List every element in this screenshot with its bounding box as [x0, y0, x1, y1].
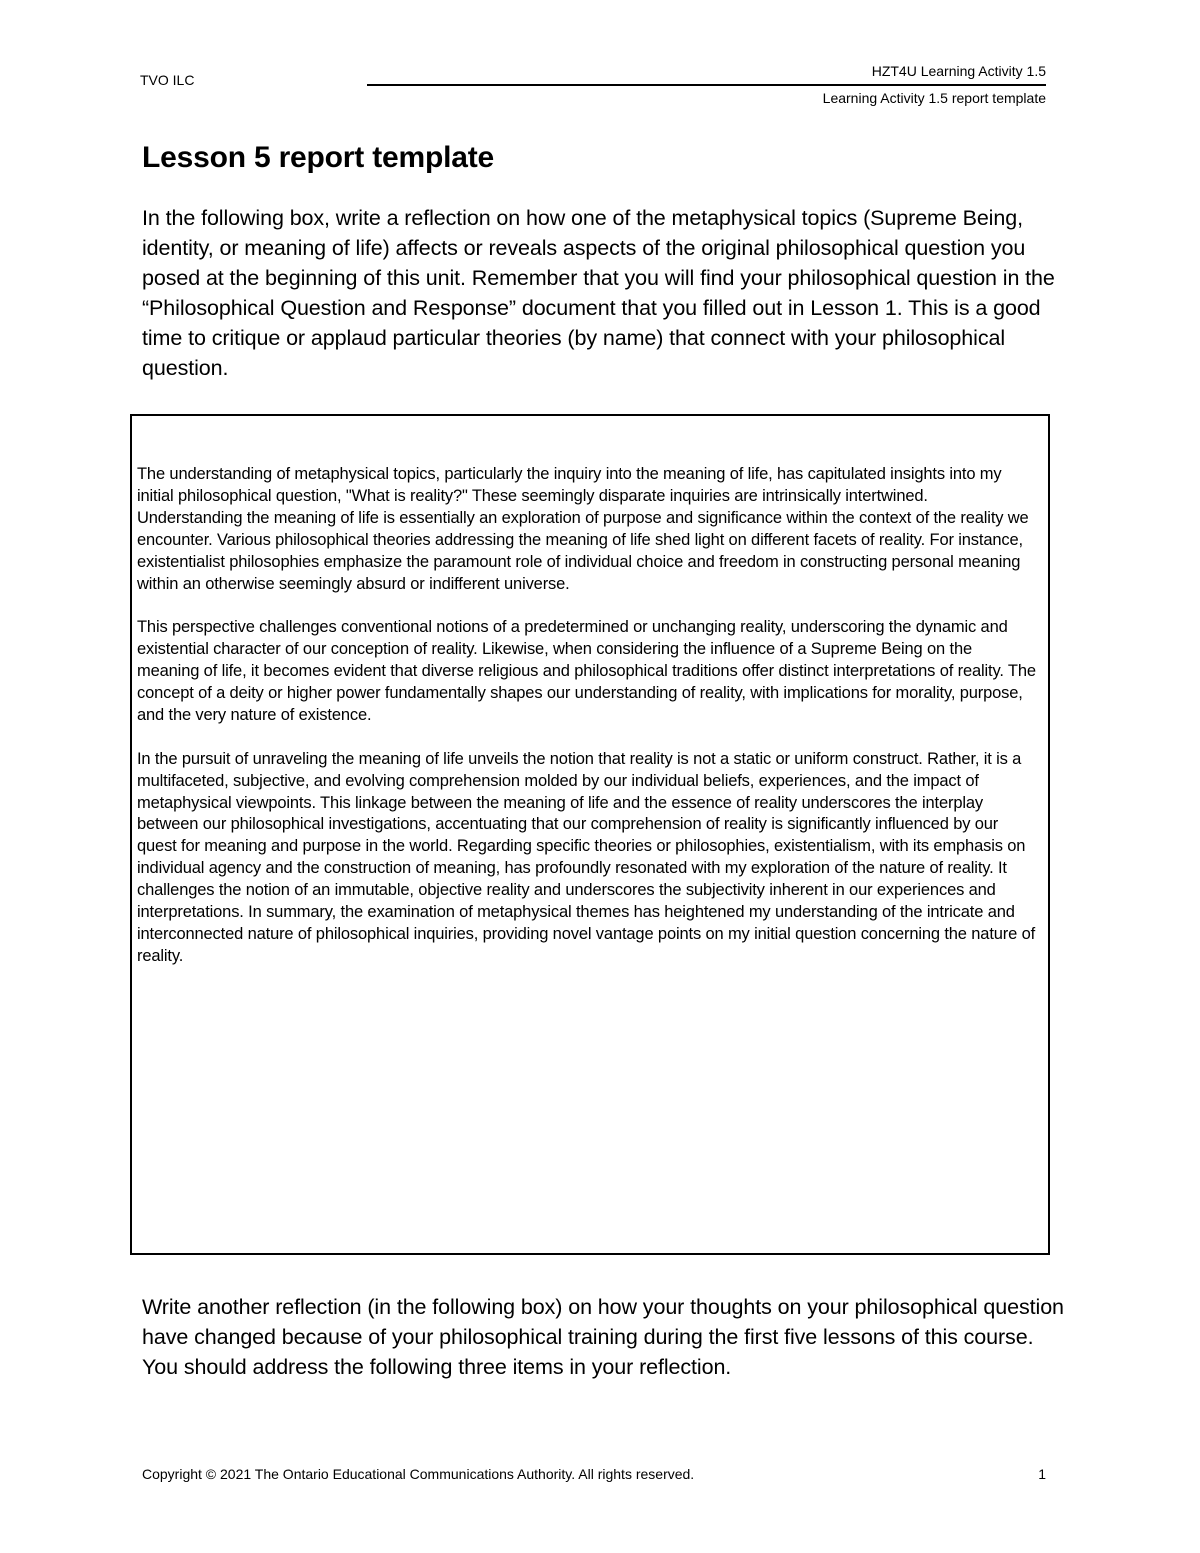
header-rule: [367, 84, 1046, 86]
instructions-paragraph-1: In the following box, write a reflection on how one of the metaphysical topics (Supreme Being, identity, or meaning of life) affects or reveals aspects of the original philosophical question you posed at the beginning of this unit. Remember that you will find your philosophical question in the “Philosophical Question and Response” document that you filled out in Lesson 1. This is a good time to critique or applaud particular theories (by name) that connect with your philosophical question.: [142, 206, 1055, 380]
response-box[interactable]: [130, 414, 1050, 1255]
page-title: Lesson 5 report template: [142, 141, 494, 174]
header-org: TVO ILC: [140, 72, 195, 88]
footer-page-number: 1: [1038, 1466, 1046, 1482]
response-text: [137, 464, 1037, 990]
header-subtitle: Learning Activity 1.5 report template: [822, 90, 1046, 106]
response-paragraph-3: In the pursuit of unraveling the meaning of life unveils the notion that reality is not a static or uniform construct. Rather, it is a multifaceted, subjective, and evolving comprehension molded by our individual beliefs, experiences, and the impact of metaphysical viewpoints. This linkage between the meaning of life and the essence of reality underscores the interplay between our philosophical investigations, accentuating that our comprehension of reality is significantly influenced by our quest for meaning and purpose in the world. Regarding specific theories or philosophies, existentialism, with its emphasis on individual agency and the construction of meaning, has profoundly resonated with my exploration of the nature of reality. It challenges the notion of an immutable, objective reality and underscores the subjectivity inherent in our experiences and interpretations. In summary, the examination of metaphysical themes has heightened my understanding of the intricate and interconnected nature of philosophical inquiries, providing novel vantage points on my initial question concerning the nature of reality.: [137, 749, 1036, 965]
instructions-paragraph-2: Write another reflection (in the following box) on how your thoughts on your philosophical question have changed because of your philosophical training during the first five lessons of this course. You should address the following three items in your reflection.: [142, 1295, 1064, 1379]
response-paragraph-1: The understanding of metaphysical topics, particularly the inquiry into the meaning of life, has capitulated insights into my initial philosophical question, "What is reality?" These seemingly disparate inquiries are intrinsically intertwined. Understanding the meaning of life is essentially an exploration of purpose and significance within the context of the reality we encounter. Various philosophical theories addressing the meaning of life shed light on different facets of reality. For instance, existentialist philosophies emphasize the paramount role of individual choice and freedom in constructing personal meaning within an otherwise seemingly absurd or indifferent universe.: [137, 465, 1029, 593]
response-paragraph-2: This perspective challenges conventional notions of a predetermined or unchanging reality, underscoring the dynamic and existential character of our conception of reality. Likewise, when considering the influence of a Supreme Being on the meaning of life, it becomes evident that diverse religious and philosophical traditions offer distinct interpretations of reality. The concept of a deity or higher power fundamentally shapes our understanding of reality, with implications for morality, purpose, and the very nature of existence.: [137, 618, 1036, 724]
header-course-activity: HZT4U Learning Activity 1.5: [871, 63, 1046, 79]
footer-copyright: Copyright © 2021 The Ontario Educational Communications Authority. All rights reserved.: [142, 1466, 695, 1482]
